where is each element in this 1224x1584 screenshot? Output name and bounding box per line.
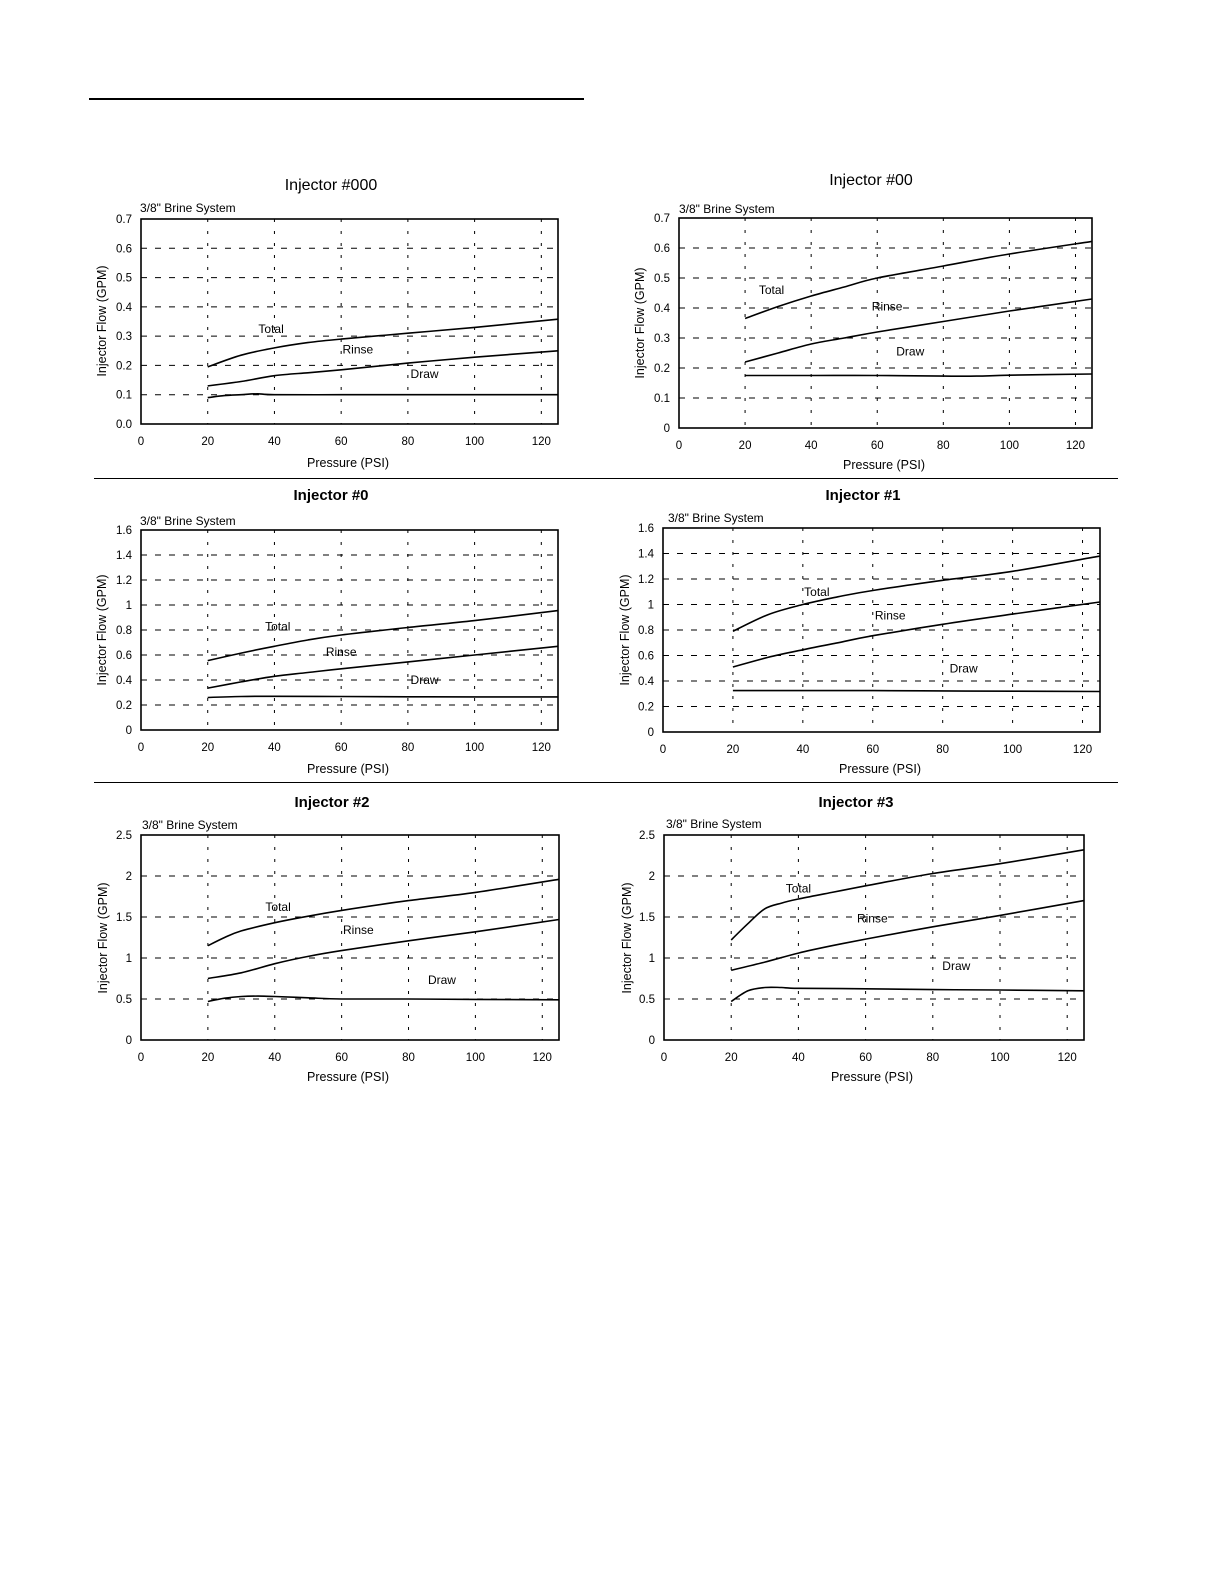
y-tick-label: 0.6 <box>116 650 132 662</box>
series-line-total <box>731 850 1084 940</box>
x-tick-label: 80 <box>936 440 950 452</box>
x-tick-label: 40 <box>796 744 810 756</box>
y-tick-label: 0.1 <box>116 389 132 402</box>
series-line-rinse <box>733 602 1100 667</box>
y-tick-label: 1.6 <box>638 523 654 535</box>
y-tick-label: 0.7 <box>654 213 670 225</box>
x-tick-label: 20 <box>726 744 740 756</box>
x-axis-label: Pressure (PSI) <box>307 1070 389 1084</box>
x-tick-label: 120 <box>531 742 551 754</box>
x-tick-label: 40 <box>804 440 818 452</box>
x-tick-label: 20 <box>724 1052 738 1064</box>
series-line-draw <box>733 691 1100 692</box>
y-tick-label: 0 <box>125 725 132 737</box>
y-tick-label: 1.6 <box>116 525 132 537</box>
y-tick-label: 0 <box>663 423 670 435</box>
x-axis-label: Pressure (PSI) <box>307 762 389 776</box>
y-tick-label: 1 <box>125 953 132 965</box>
x-tick-label: 40 <box>268 1052 282 1064</box>
chart-title: Injector #3 <box>818 794 894 811</box>
chart-subtitle: 3/8" Brine System <box>668 511 764 525</box>
series-label-rinse: Rinse <box>325 644 357 659</box>
series-line-rinse <box>208 920 559 979</box>
x-axis-label: Pressure (PSI) <box>307 456 389 470</box>
series-label-draw: Draw <box>410 673 439 687</box>
series-label-rinse: Rinse <box>342 342 374 357</box>
y-tick-label: 0.5 <box>654 273 670 285</box>
x-tick-label: 20 <box>201 1052 215 1064</box>
y-tick-label: 0.4 <box>654 303 670 315</box>
y-axis-label: Injector Flow (GPM) <box>96 882 110 994</box>
y-tick-label: 0 <box>647 727 654 739</box>
chart-subtitle: 3/8" Brine System <box>666 817 762 831</box>
y-tick-label: 0.8 <box>116 625 132 637</box>
series-label-total: Total <box>758 283 785 297</box>
y-tick-label: 2 <box>648 871 655 883</box>
y-tick-label: 0.8 <box>638 625 654 637</box>
series-line-rinse <box>731 901 1084 974</box>
y-tick-label: 0.4 <box>116 675 132 687</box>
series-label-rinse: Rinse <box>874 608 906 623</box>
series-label-draw: Draw <box>427 973 456 988</box>
x-tick-label: 0 <box>137 436 145 448</box>
series-line-rinse <box>208 646 558 688</box>
y-tick-label: 0.5 <box>116 994 132 1006</box>
y-tick-label: 0.2 <box>654 363 670 375</box>
x-tick-label: 60 <box>334 742 348 754</box>
x-tick-label: 60 <box>334 436 348 448</box>
series-label-rinse: Rinse <box>871 299 903 314</box>
chart-title: Injector #1 <box>825 487 901 504</box>
x-tick-label: 40 <box>268 436 281 448</box>
chart-injector-000 <box>0 0 612 480</box>
series-line-total <box>208 879 559 945</box>
y-axis-label: Injector Flow (GPM) <box>620 882 634 994</box>
x-tick-label: 120 <box>1072 744 1093 756</box>
x-tick-label: 0 <box>137 1052 145 1064</box>
x-tick-label: 80 <box>401 436 415 448</box>
series-label-rinse: Rinse <box>856 911 888 926</box>
series-label-total: Total <box>265 619 291 634</box>
series-label-total: Total <box>804 584 830 599</box>
x-tick-label: 60 <box>870 440 884 452</box>
y-tick-label: 0 <box>125 1035 132 1047</box>
y-tick-label: 0.2 <box>638 701 654 714</box>
y-axis-label: Injector Flow (GPM) <box>95 574 109 686</box>
series-label-total: Total <box>785 881 812 896</box>
x-tick-label: 120 <box>531 436 551 448</box>
chart-title: Injector #0 <box>293 487 369 504</box>
x-tick-label: 100 <box>990 1052 1010 1064</box>
y-tick-label: 0.2 <box>116 360 132 373</box>
y-tick-label: 2.5 <box>639 830 655 842</box>
y-tick-label: 1.2 <box>638 574 654 586</box>
series-line-draw <box>208 696 558 697</box>
series-label-total: Total <box>258 321 284 336</box>
chart-injector-1 <box>612 480 1224 784</box>
y-tick-label: 1.5 <box>116 912 132 924</box>
series-label-draw: Draw <box>410 367 439 382</box>
series-line-draw <box>745 374 1092 376</box>
x-tick-label: 60 <box>859 1052 872 1064</box>
y-tick-label: 0.6 <box>654 243 670 255</box>
chart-title: Injector #00 <box>829 172 913 189</box>
y-tick-label: 0.5 <box>116 272 132 285</box>
x-tick-label: 80 <box>936 744 950 756</box>
x-tick-label: 0 <box>675 440 683 452</box>
plot-area <box>141 835 559 1040</box>
y-tick-label: 1 <box>647 599 654 612</box>
x-tick-label: 100 <box>999 440 1019 452</box>
x-tick-label: 100 <box>465 1052 485 1064</box>
series-line-rinse <box>208 351 558 386</box>
x-tick-label: 40 <box>792 1052 805 1064</box>
series-line-total <box>208 611 558 661</box>
x-tick-label: 40 <box>268 742 281 754</box>
x-tick-label: 120 <box>532 1052 552 1064</box>
x-tick-label: 0 <box>660 1052 668 1064</box>
x-tick-label: 100 <box>1003 744 1023 756</box>
y-tick-label: 1.4 <box>116 550 132 562</box>
x-axis-label: Pressure (PSI) <box>843 458 925 472</box>
plot-area <box>663 528 1100 732</box>
x-tick-label: 80 <box>402 1052 415 1064</box>
y-tick-label: 1 <box>648 953 655 965</box>
series-label-draw: Draw <box>896 344 925 359</box>
y-tick-label: 1 <box>125 600 132 612</box>
y-tick-label: 0.0 <box>116 419 132 431</box>
x-tick-label: 20 <box>738 440 752 452</box>
chart-injector-00 <box>612 0 1224 480</box>
series-line-draw <box>208 394 558 398</box>
chart-injector-2 <box>0 784 612 1094</box>
y-tick-label: 1.5 <box>639 912 655 924</box>
y-tick-label: 0.4 <box>116 301 132 314</box>
y-axis-label: Injector Flow (GPM) <box>633 267 647 379</box>
y-axis-label: Injector Flow (GPM) <box>95 265 109 377</box>
chart-subtitle: 3/8" Brine System <box>140 514 236 528</box>
y-tick-label: 1.4 <box>638 548 654 561</box>
series-line-total <box>733 556 1100 631</box>
chart-title: Injector #000 <box>284 177 378 194</box>
y-tick-label: 0.4 <box>638 676 654 688</box>
chart-subtitle: 3/8" Brine System <box>679 202 775 216</box>
y-axis-label: Injector Flow (GPM) <box>618 574 632 686</box>
y-tick-label: 2 <box>125 871 132 883</box>
y-tick-label: 0.6 <box>638 650 654 663</box>
x-tick-label: 100 <box>465 436 485 448</box>
series-label-rinse: Rinse <box>343 923 374 938</box>
x-tick-label: 120 <box>1065 440 1086 452</box>
x-tick-label: 0 <box>137 742 145 754</box>
x-tick-label: 60 <box>335 1052 349 1064</box>
series-label-total: Total <box>265 900 291 915</box>
series-line-draw <box>208 996 559 1001</box>
y-tick-label: 0.2 <box>116 700 132 712</box>
chart-injector-0 <box>0 480 612 784</box>
series-label-draw: Draw <box>942 959 971 974</box>
series-label-draw: Draw <box>949 661 978 676</box>
y-tick-label: 0.3 <box>654 333 670 345</box>
plot-area <box>679 218 1092 428</box>
x-tick-label: 60 <box>866 744 880 756</box>
y-tick-label: 0.6 <box>116 243 132 256</box>
chart-subtitle: 3/8" Brine System <box>142 818 238 832</box>
x-axis-label: Pressure (PSI) <box>839 762 921 776</box>
chart-subtitle: 3/8" Brine System <box>140 201 236 215</box>
x-tick-label: 120 <box>1057 1052 1077 1064</box>
chart-title: Injector #2 <box>294 794 370 811</box>
y-tick-label: 0.5 <box>639 994 655 1006</box>
x-tick-label: 80 <box>401 742 415 754</box>
x-tick-label: 20 <box>201 742 215 754</box>
y-tick-label: 0.3 <box>116 331 132 344</box>
x-tick-label: 0 <box>659 744 667 756</box>
y-tick-label: 1.2 <box>116 575 132 587</box>
y-tick-label: 0.1 <box>654 393 670 405</box>
x-tick-label: 100 <box>465 742 485 754</box>
y-tick-label: 0.7 <box>116 214 132 226</box>
plot-area <box>141 219 558 424</box>
x-axis-label: Pressure (PSI) <box>831 1070 913 1084</box>
x-tick-label: 20 <box>201 436 215 448</box>
x-tick-label: 80 <box>926 1052 940 1064</box>
y-tick-label: 0 <box>648 1035 655 1047</box>
y-tick-label: 2.5 <box>116 830 132 842</box>
chart-injector-3 <box>612 784 1224 1094</box>
